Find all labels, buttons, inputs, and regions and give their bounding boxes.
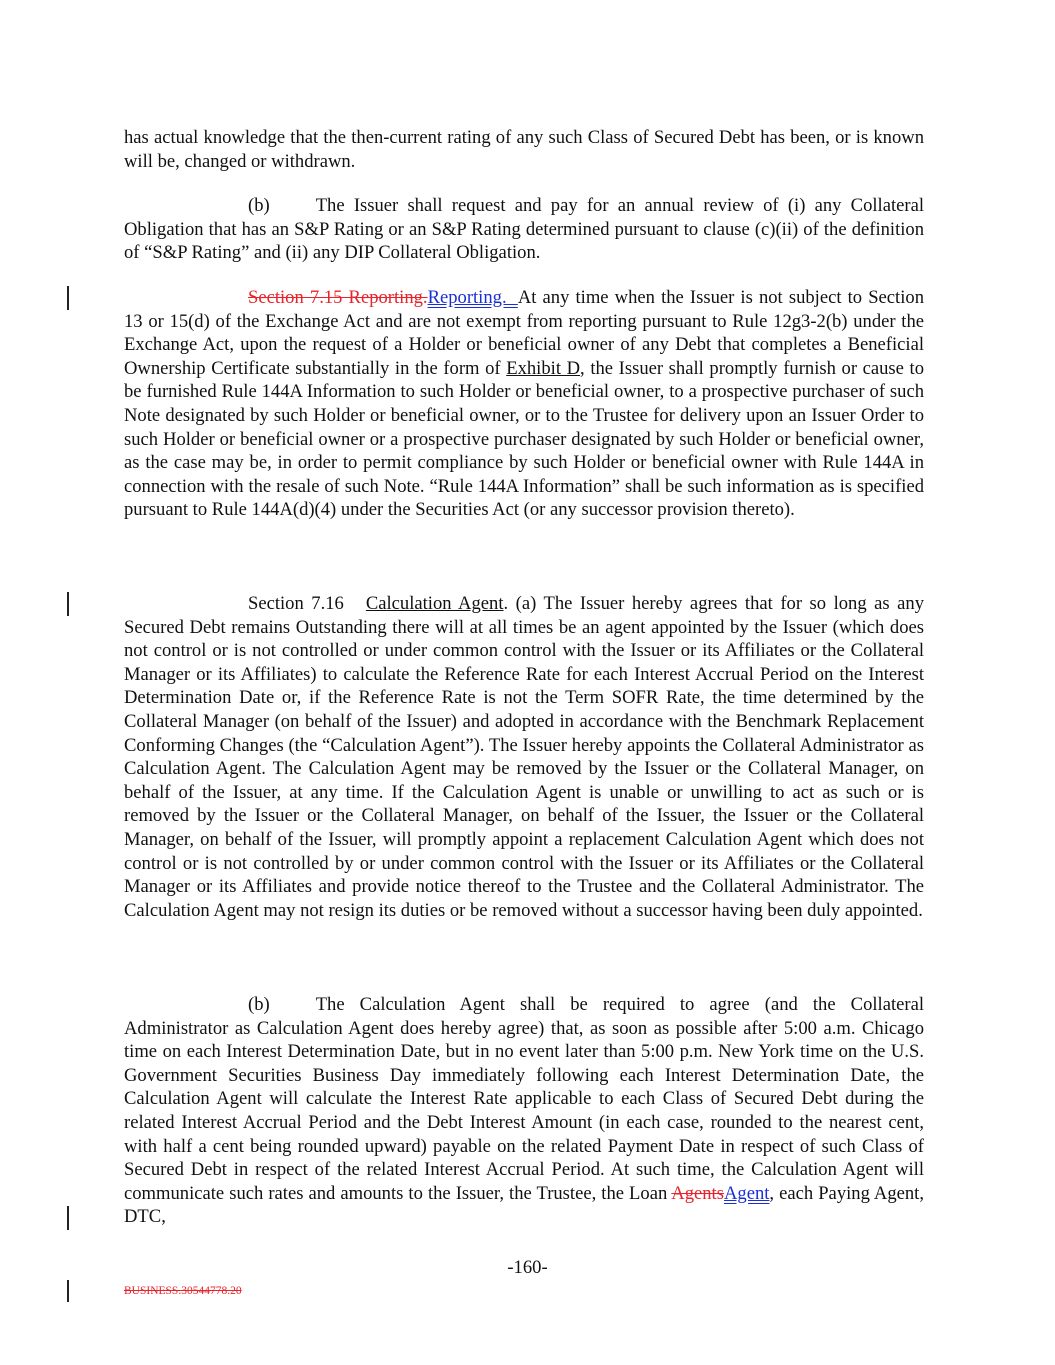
exhibit-d-reference[interactable]: Exhibit D xyxy=(506,357,581,379)
paragraph-rating-knowledge: has actual knowledge that the then-current rating of any such Class of Secured Debt has been, or is known will be, changed or withdrawn. xyxy=(124,127,924,172)
section-7-15-reporting xyxy=(124,286,924,522)
clause-label: (b) xyxy=(248,195,270,216)
page-number: -160- xyxy=(507,1257,548,1278)
deleted-word: Agents xyxy=(671,1182,724,1204)
change-bar xyxy=(67,286,69,310)
section-text: . (a) The Issuer hereby agrees that for so long as any Secured Debt remains Outstanding there will at all times be an agent appointed by the Issuer (which does not control or is not controlled or under common control with the Issuer or its Affiliates or the Collateral Manager or its Affiliates) to calculate the Reference Rate for each Interest Accrual Period on the Interest Determination Date or, if the Reference Rate is not the Term SOFR Rate, the time determined by the Collateral Manager (on behalf of the Issuer) and adopted in accordance with the Benchmark Replacement Conforming Changes (the “Calculation Agent”). The Issuer hereby appoints the Collateral Administrator as Calculation Agent. The Calculation Agent may be removed by the Issuer or the Collateral Manager, on behalf of the Issuer, at any time. If the Calculation Agent is unable or unwilling to act as such or is removed by the Issuer or the Collateral Manager, on behalf of the Issuer, the Issuer or the Collateral Manager, on behalf of the Issuer, will promptly appoint a replacement Calculation Agent which does not control or is not controlled by or under common control with the Issuer or its Affiliates or the Collateral Manager or its Affiliates and provide notice thereof to the Trustee and the Collateral Administrator. The Calculation Agent may not resign its duties or be removed without a successor having been duly appointed. xyxy=(124,593,925,921)
paragraph-calculation-duties xyxy=(124,993,924,1229)
section-text-continued: , the Issuer shall promptly furnish or cause to be furnished Rule 144A Information to such Holder or beneficial owner, to a prospective purchaser of such Note designated by such Holder or beneficial owner, or to the Trustee for delivery upon an Issuer Order to such Holder or beneficial owner or a prospective purchaser designated by such Holder or beneficial owner, as the case may be, in order to permit compliance by such Holder or beneficial owner with Rule 144A in connection with the resale of such Note. “Rule 144A Information” shall be such information as is specified pursuant to Rule 144A(d)(4) under the Securities Act (or any successor provision thereto). xyxy=(124,357,925,521)
deleted-document-id: BUSINESS.30544778.20 xyxy=(124,1285,242,1297)
change-bar xyxy=(67,1280,69,1302)
change-bar xyxy=(67,592,69,616)
clause-label: (b) xyxy=(248,994,270,1015)
clause-text: The Calculation Agent shall be required to agree (and the Collateral Administrator as Calculation Agent does hereby agree) that, as soon as possible after 5:00 a.m. Chicago time on each Interest Determination Date, but in no event later than 5:00 p.m. New York time on the U.S. Government Securities Business Day immediately following each Interest Determination Date, the Calculation Agent will calculate the Interest Rate applicable to each Class of Secured Debt during the related Interest Accrual Period and the Debt Interest Amount (in each case, rounded to the nearest cent, with half a cent being rounded upward) payable on the related Payment Date in respect of such Class of Secured Debt in respect of the related Interest Accrual Period. At such time, the Calculation Agent will communicate such rates and amounts to the Issuer, the Trustee, the Loan xyxy=(124,994,924,1204)
clause-text: The Issuer shall request and pay for an annual review of (i) any Collateral Obligation that has an S&P Rating or an S&P Rating determined pursuant to clause (c)(ii) of the definition of “S&P Rating” and (ii) any DIP Collateral Obligation. xyxy=(124,195,924,264)
deleted-heading: Section 7.15 Reporting. xyxy=(248,287,428,308)
section-number: Section 7.16 xyxy=(248,593,344,614)
section-7-16-calculation-agent xyxy=(124,592,924,922)
paragraph-annual-review xyxy=(124,194,924,265)
clause-text-continued: , each Paying Agent, DTC, xyxy=(124,1182,924,1228)
section-text: At any time when the Issuer is not subject to Section 13 or 15(d) of the Exchange Act and are not exempt from reporting pursuant to Rule 12g3-2(b) under the Exchange Act, upon the request of a Holder or beneficial owner of any Debt that completes a Beneficial Ownership Certificate substantially in the form of xyxy=(124,287,924,379)
inserted-word: Agent xyxy=(723,1182,770,1204)
section-title: Calculation Agent xyxy=(365,593,504,614)
inserted-heading: Reporting. xyxy=(427,287,518,308)
change-bar xyxy=(67,1206,69,1230)
